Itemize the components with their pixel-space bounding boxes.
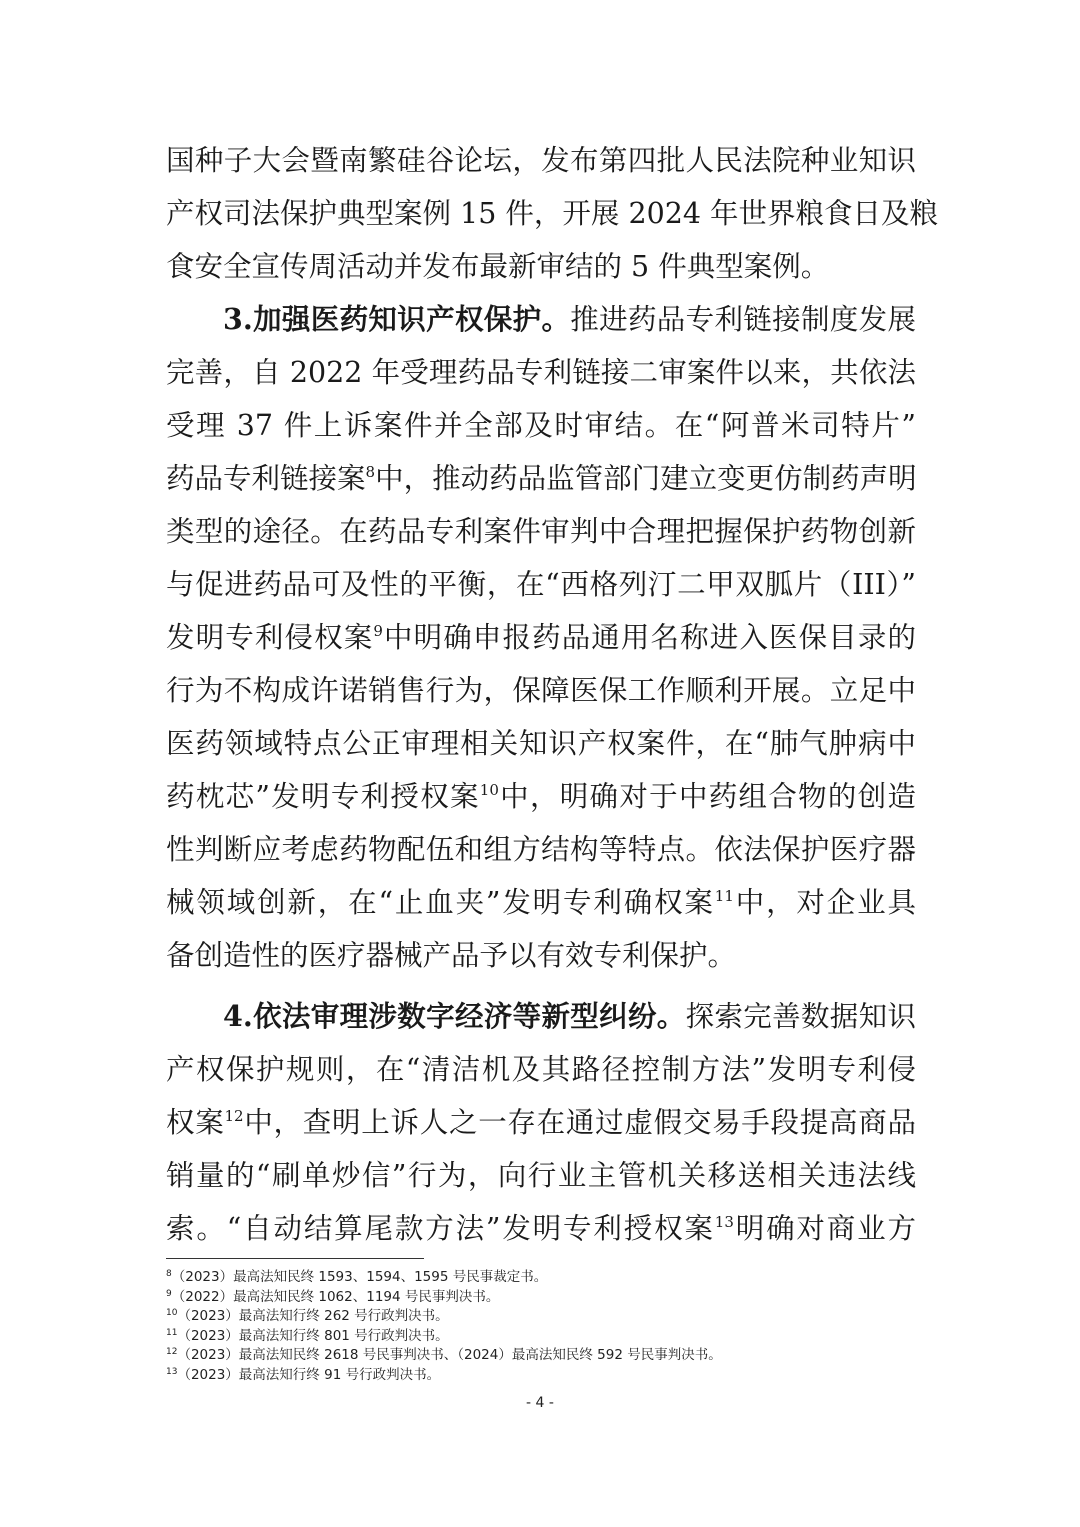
paragraph-line: 备创造性的医疗器械产品予以有效专利保护。	[166, 939, 737, 972]
footnote-item	[166, 1366, 926, 1386]
footnote-ref[interactable]: 10	[479, 781, 499, 799]
footnote-number: 13	[166, 1366, 178, 1377]
footnote-number: 12	[166, 1347, 178, 1357]
footnote-number: 10	[166, 1308, 178, 1318]
footnote-text: （2023）最高法知行终 262 号行政判决书。	[177, 1308, 449, 1324]
footnote-ref[interactable]: 9	[373, 622, 383, 640]
footnote-text: （2023）最高法知民终 1593、1594、1595 号民事裁定书。	[171, 1269, 548, 1285]
section-3-first-line	[166, 293, 916, 346]
footnote-separator	[166, 1258, 424, 1259]
paragraph-text: 探索完善数据知识	[685, 1000, 916, 1033]
footnote-text: （2023）最高法知民终 2618 号民事判决书、（2024）最高法知民终 592 号民事判决书。	[177, 1347, 722, 1363]
paragraph-text: 发明专利侵权案	[166, 621, 374, 654]
footnote-item	[166, 1346, 926, 1366]
footnote-ref[interactable]: 8	[365, 463, 376, 481]
paragraph-text: 中明确申报药品通用名称进入医保目录的	[382, 621, 916, 654]
paragraph-line: 食安全宣传周活动并发布最新审结的 5 件典型案例。	[166, 250, 830, 283]
page-number: - 4 -	[526, 1395, 554, 1411]
footnote-text: （2023）最高法知行终 91 号行政判决书。	[177, 1366, 441, 1383]
paragraph-line	[166, 1202, 916, 1255]
paragraph-text: 中，查明上诉人之一存在通过虚假交易手段提高商品	[243, 1106, 916, 1139]
paragraph-line: 性判断应考虑药物配伍和组方结构等特点。依法保护医疗器	[166, 833, 916, 866]
paragraph-line: 销量的“刷单炒信”行为，向行业主管机关移送相关违法线	[166, 1159, 916, 1192]
section-4-first-line	[166, 990, 916, 1043]
paragraph-line	[166, 1096, 916, 1149]
footnote-item	[166, 1288, 926, 1308]
footnote-text: （2023）最高法知行终 801 号行政判决书。	[177, 1327, 449, 1344]
footnote-text: （2022）最高法知民终 1062、1194 号民事判决书。	[171, 1288, 500, 1305]
paragraph-text: 权案	[166, 1106, 225, 1139]
section-3-heading: 3.加强医药知识产权保护。	[223, 302, 571, 336]
footnotes	[166, 1268, 926, 1385]
paragraph-line	[166, 770, 916, 823]
footnote-ref[interactable]: 13	[714, 1213, 734, 1231]
paragraph-line: 国种子大会暨南繁硅谷论坛，发布第四批人民法院种业知识	[166, 144, 916, 177]
footnote-item	[166, 1327, 926, 1347]
paragraph-line: 受理 37 件上诉案件并全部及时审结。在“阿普米司特片”	[166, 409, 916, 442]
paragraph-line	[166, 611, 916, 664]
paragraph-line	[166, 876, 916, 929]
paragraph-line: 完善，自 2022 年受理药品专利链接二审案件以来，共依法	[166, 356, 916, 389]
footnote-number: 9	[166, 1288, 172, 1299]
section-4-heading: 4.依法审理涉数字经济等新型纠纷。	[223, 999, 686, 1033]
paragraph-line: 产权司法保护典型案例 15 件，开展 2024 年世界粮食日及粮	[166, 197, 939, 230]
paragraph-line: 类型的途径。在药品专利案件审判中合理把握保护药物创新	[166, 515, 916, 548]
paragraph-line: 产权保护规则，在“清洁机及其路径控制方法”发明专利侵	[166, 1053, 916, 1086]
paragraph-text: 明确对商业方	[733, 1212, 916, 1245]
footnote-item	[166, 1268, 926, 1288]
paragraph-text: 械领域创新，在“止血夹”发明专利确权案	[166, 886, 715, 919]
paragraph-text: 药枕芯”发明专利授权案	[166, 780, 480, 813]
footnote-item	[166, 1307, 926, 1327]
footnote-number: 11	[166, 1327, 178, 1338]
paragraph-text: 中，明确对于中药组合物的创造	[498, 780, 916, 813]
paragraph-text: 推进药品专利链接制度发展	[570, 303, 916, 336]
footnote-number: 8	[166, 1269, 172, 1279]
footnote-ref[interactable]: 11	[714, 887, 734, 905]
paragraph-line: 行为不构成许诺销售行为，保障医保工作顺利开展。立足中	[166, 674, 916, 707]
paragraph-line: 与促进药品可及性的平衡，在“西格列汀二甲双胍片（III）”	[166, 568, 916, 601]
paragraph-text: 药品专利链接案	[166, 462, 366, 495]
footnote-ref[interactable]: 12	[224, 1107, 244, 1125]
paragraph-line: 医药领域特点公正审理相关知识产权案件，在“肺气肿病中	[166, 727, 916, 760]
paragraph-text: 索。“自动结算尾款方法”发明专利授权案	[166, 1212, 715, 1245]
paragraph-text: 中，推动药品监管部门建立变更仿制药声明	[375, 462, 917, 495]
paragraph-line	[166, 452, 916, 505]
body-text	[166, 134, 939, 1255]
paragraph-text: 中，对企业具	[733, 886, 916, 919]
